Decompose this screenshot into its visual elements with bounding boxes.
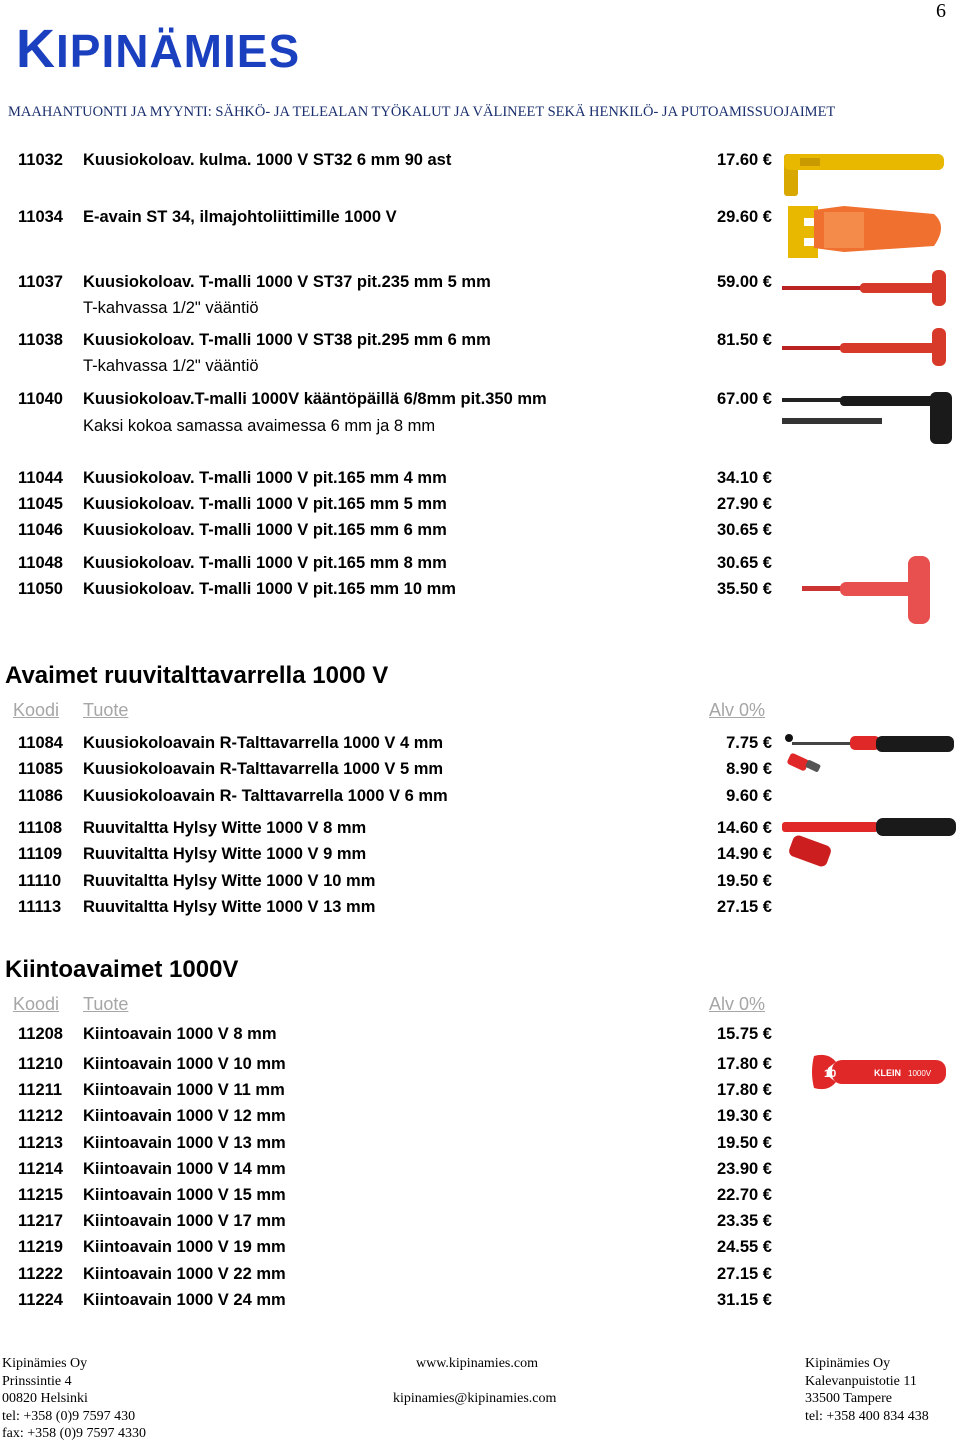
product-price: 24.55 € xyxy=(716,1238,772,1256)
footer-street: Prinssintie 4 xyxy=(2,1373,72,1389)
product-code: 11084 xyxy=(18,734,63,752)
product-name: Kiintoavain 1000 V 14 mm xyxy=(83,1160,286,1178)
product-note: Kaksi kokoa samassa avaimessa 6 mm ja 8 mm xyxy=(83,417,436,435)
product-price: 14.60 € xyxy=(716,819,772,837)
product-name: Kiintoavain 1000 V 10 mm xyxy=(83,1055,286,1073)
footer-fax: fax: +358 (0)9 7597 4330 xyxy=(2,1426,146,1441)
product-price: 27.90 € xyxy=(716,495,772,513)
product-name: Kiintoavain 1000 V 24 mm xyxy=(83,1291,286,1309)
footer-city: 33500 Tampere xyxy=(805,1391,893,1406)
product-row xyxy=(0,784,960,808)
product-note: T-kahvassa 1/2" vääntiö xyxy=(83,299,259,317)
product-row xyxy=(0,1131,960,1155)
product-price: 67.00 € xyxy=(716,390,772,408)
product-row xyxy=(0,1288,960,1312)
product-code: 11212 xyxy=(18,1107,63,1125)
column-header-price: Alv 0% xyxy=(709,700,766,720)
product-price: 19.50 € xyxy=(716,872,772,890)
product-code: 11044 xyxy=(18,469,63,487)
footer-street: Kalevanpuistotie 11 xyxy=(805,1373,917,1389)
column-header-code: Koodi xyxy=(13,994,60,1014)
product-code: 11085 xyxy=(18,760,63,778)
screwdriver-hex-key-image xyxy=(780,728,958,780)
column-header-product: Tuote xyxy=(83,700,129,720)
section-title: Kiintoavaimet 1000V xyxy=(5,956,239,983)
product-price: 30.65 € xyxy=(716,521,772,539)
product-row xyxy=(0,1104,960,1128)
product-name: Kuusiokoloav. kulma. 1000 V ST32 6 mm 90 ast xyxy=(83,151,452,169)
product-price: 14.90 € xyxy=(716,845,772,863)
product-row xyxy=(0,895,960,919)
product-name: Kiintoavain 1000 V 22 mm xyxy=(83,1265,286,1283)
product-row xyxy=(0,466,960,490)
product-code: 11222 xyxy=(18,1265,63,1283)
product-code: 11213 xyxy=(18,1134,63,1152)
product-row xyxy=(0,1262,960,1286)
product-name: Kuusiokoloav. T-malli 1000 V pit.165 mm 8 mm xyxy=(83,554,447,572)
product-code: 11109 xyxy=(18,845,63,863)
column-header-code: Koodi xyxy=(13,700,60,720)
product-name: Kiintoavain 1000 V 15 mm xyxy=(83,1186,286,1204)
product-name: Kuusiokoloavain R- Talttavarrella 1000 V 6 mm xyxy=(83,787,448,805)
logo-rest: IPINÄMIES xyxy=(56,25,301,77)
socket-screwdriver-image xyxy=(780,812,958,876)
product-name: Kuusiokoloav. T-malli 1000 V ST37 pit.235 mm 5 mm xyxy=(83,273,491,291)
footer-web-link[interactable]: www.kipinamies.com xyxy=(416,1356,538,1371)
product-name: Ruuvitaltta Hylsy Witte 1000 V 10 mm xyxy=(83,872,376,890)
product-name: Kiintoavain 1000 V 12 mm xyxy=(83,1107,286,1125)
t-handle-hex-key-image xyxy=(780,326,950,366)
footer-city: 00820 Helsinki xyxy=(2,1391,88,1406)
column-header-product: Tuote xyxy=(83,994,129,1014)
product-name: Kuusiokoloav. T-malli 1000 V pit.165 mm 4 mm xyxy=(83,469,447,487)
product-code: 11048 xyxy=(18,554,63,572)
product-price: 59.00 € xyxy=(716,273,772,291)
product-name: Kiintoavain 1000 V 17 mm xyxy=(83,1212,286,1230)
product-name: E-avain ST 34, ilmajohtoliittimille 1000 V xyxy=(83,208,397,226)
product-code: 11219 xyxy=(18,1238,63,1256)
product-name: Kuusiokoloavain R-Talttavarrella 1000 V 4 mm xyxy=(83,734,444,752)
product-price: 34.10 € xyxy=(716,469,772,487)
product-code: 11038 xyxy=(18,331,63,349)
product-price: 19.30 € xyxy=(716,1107,772,1125)
product-code: 11050 xyxy=(18,580,63,598)
product-row xyxy=(0,1157,960,1181)
footer-phone: tel: +358 400 834 438 xyxy=(805,1408,929,1424)
product-price: 17.60 € xyxy=(716,151,772,169)
product-name: Kuusiokoloav. T-malli 1000 V pit.165 mm 6 mm xyxy=(83,521,447,539)
product-price: 31.15 € xyxy=(716,1291,772,1309)
product-code: 11217 xyxy=(18,1212,63,1230)
open-end-wrench-image xyxy=(810,1050,950,1094)
product-price: 22.70 € xyxy=(716,1186,772,1204)
product-price: 27.15 € xyxy=(716,1265,772,1283)
product-name: Ruuvitaltta Hylsy Witte 1000 V 8 mm xyxy=(83,819,367,837)
product-row xyxy=(0,1183,960,1207)
product-code: 11224 xyxy=(18,1291,63,1309)
product-price: 27.15 € xyxy=(716,898,772,916)
footer-email-link[interactable]: kipinamies@kipinamies.com xyxy=(393,1391,557,1406)
product-price: 8.90 € xyxy=(726,760,772,778)
footer-helsinki xyxy=(2,1355,146,1443)
product-code: 11211 xyxy=(18,1081,63,1099)
angled-hex-key-image xyxy=(780,146,950,198)
product-code: 11108 xyxy=(18,819,63,837)
product-name: Kiintoavain 1000 V 13 mm xyxy=(83,1134,286,1152)
company-logo xyxy=(16,14,300,86)
product-name: Kuusiokoloav.T-malli 1000V kääntöpäillä 6/8mm pit.350 mm xyxy=(83,390,547,408)
product-name: Kuusiokoloavain R-Talttavarrella 1000 V 5 mm xyxy=(83,760,444,778)
footer-tampere xyxy=(805,1355,929,1425)
product-code: 11032 xyxy=(18,151,63,169)
section-title: Avaimet ruuvitalttavarrella 1000 V xyxy=(5,662,389,689)
product-name: Kuusiokoloav. T-malli 1000 V ST38 pit.295 mm 6 mm xyxy=(83,331,491,349)
product-code: 11113 xyxy=(18,898,62,916)
page-number: 6 xyxy=(936,0,946,22)
short-t-hex-key-image xyxy=(800,548,940,628)
product-row xyxy=(0,492,960,516)
product-price: 15.75 € xyxy=(716,1025,772,1043)
product-row xyxy=(0,1209,960,1233)
product-price: 19.50 € xyxy=(716,1134,772,1152)
footer-phone: tel: +358 (0)9 7597 430 xyxy=(2,1408,136,1424)
product-code: 11037 xyxy=(18,273,63,291)
product-price: 17.80 € xyxy=(716,1081,772,1099)
product-code: 11210 xyxy=(18,1055,63,1073)
product-price: 17.80 € xyxy=(716,1055,772,1073)
product-row xyxy=(0,518,960,542)
footer-company: Kipinämies Oy xyxy=(805,1356,891,1371)
product-price: 7.75 € xyxy=(726,734,772,752)
product-price: 9.60 € xyxy=(726,787,772,805)
product-name: Kuusiokoloav. T-malli 1000 V pit.165 mm 10 mm xyxy=(83,580,456,598)
product-price: 30.65 € xyxy=(716,554,772,572)
double-ended-hex-key-image xyxy=(780,388,955,446)
product-code: 11215 xyxy=(18,1186,63,1204)
footer-company: Kipinämies Oy xyxy=(2,1356,88,1371)
product-code: 11045 xyxy=(18,495,63,513)
t-handle-hex-key-image xyxy=(780,268,950,308)
wrench-size-mark: 10 xyxy=(824,1068,837,1080)
product-code: 11110 xyxy=(18,872,62,890)
product-price: 23.90 € xyxy=(716,1160,772,1178)
wrench-brand-mark: KLEIN xyxy=(874,1068,901,1078)
e-key-image xyxy=(784,196,952,262)
product-code: 11086 xyxy=(18,787,63,805)
wrench-voltage-mark: 1000V xyxy=(908,1069,932,1078)
logo-initial: K xyxy=(16,19,56,79)
product-name: Kuusiokoloav. T-malli 1000 V pit.165 mm 5 mm xyxy=(83,495,447,513)
product-price: 29.60 € xyxy=(716,208,772,226)
product-name: Ruuvitaltta Hylsy Witte 1000 V 9 mm xyxy=(83,845,367,863)
product-code: 11034 xyxy=(18,208,63,226)
product-name: Kiintoavain 1000 V 11 mm xyxy=(83,1081,285,1099)
tagline: MAAHANTUONTI JA MYYNTI: SÄHKÖ- JA TELEALAN TYÖKALUT JA VÄLINEET SEKÄ HENKILÖ- JA PUTOAMISSUOJAIMET xyxy=(8,104,836,120)
product-code: 11046 xyxy=(18,521,63,539)
product-name: Kiintoavain 1000 V 19 mm xyxy=(83,1238,286,1256)
product-code: 11208 xyxy=(18,1025,63,1043)
product-note: T-kahvassa 1/2" vääntiö xyxy=(83,357,259,375)
product-code: 11040 xyxy=(18,390,63,408)
product-price: 23.35 € xyxy=(716,1212,772,1230)
product-name: Kiintoavain 1000 V 8 mm xyxy=(83,1025,277,1043)
product-code: 11214 xyxy=(18,1160,63,1178)
product-row xyxy=(0,1235,960,1259)
product-row xyxy=(0,1022,960,1046)
product-price: 35.50 € xyxy=(716,580,772,598)
product-price: 81.50 € xyxy=(716,331,772,349)
column-header-price: Alv 0% xyxy=(709,994,766,1014)
product-name: Ruuvitaltta Hylsy Witte 1000 V 13 mm xyxy=(83,898,376,916)
